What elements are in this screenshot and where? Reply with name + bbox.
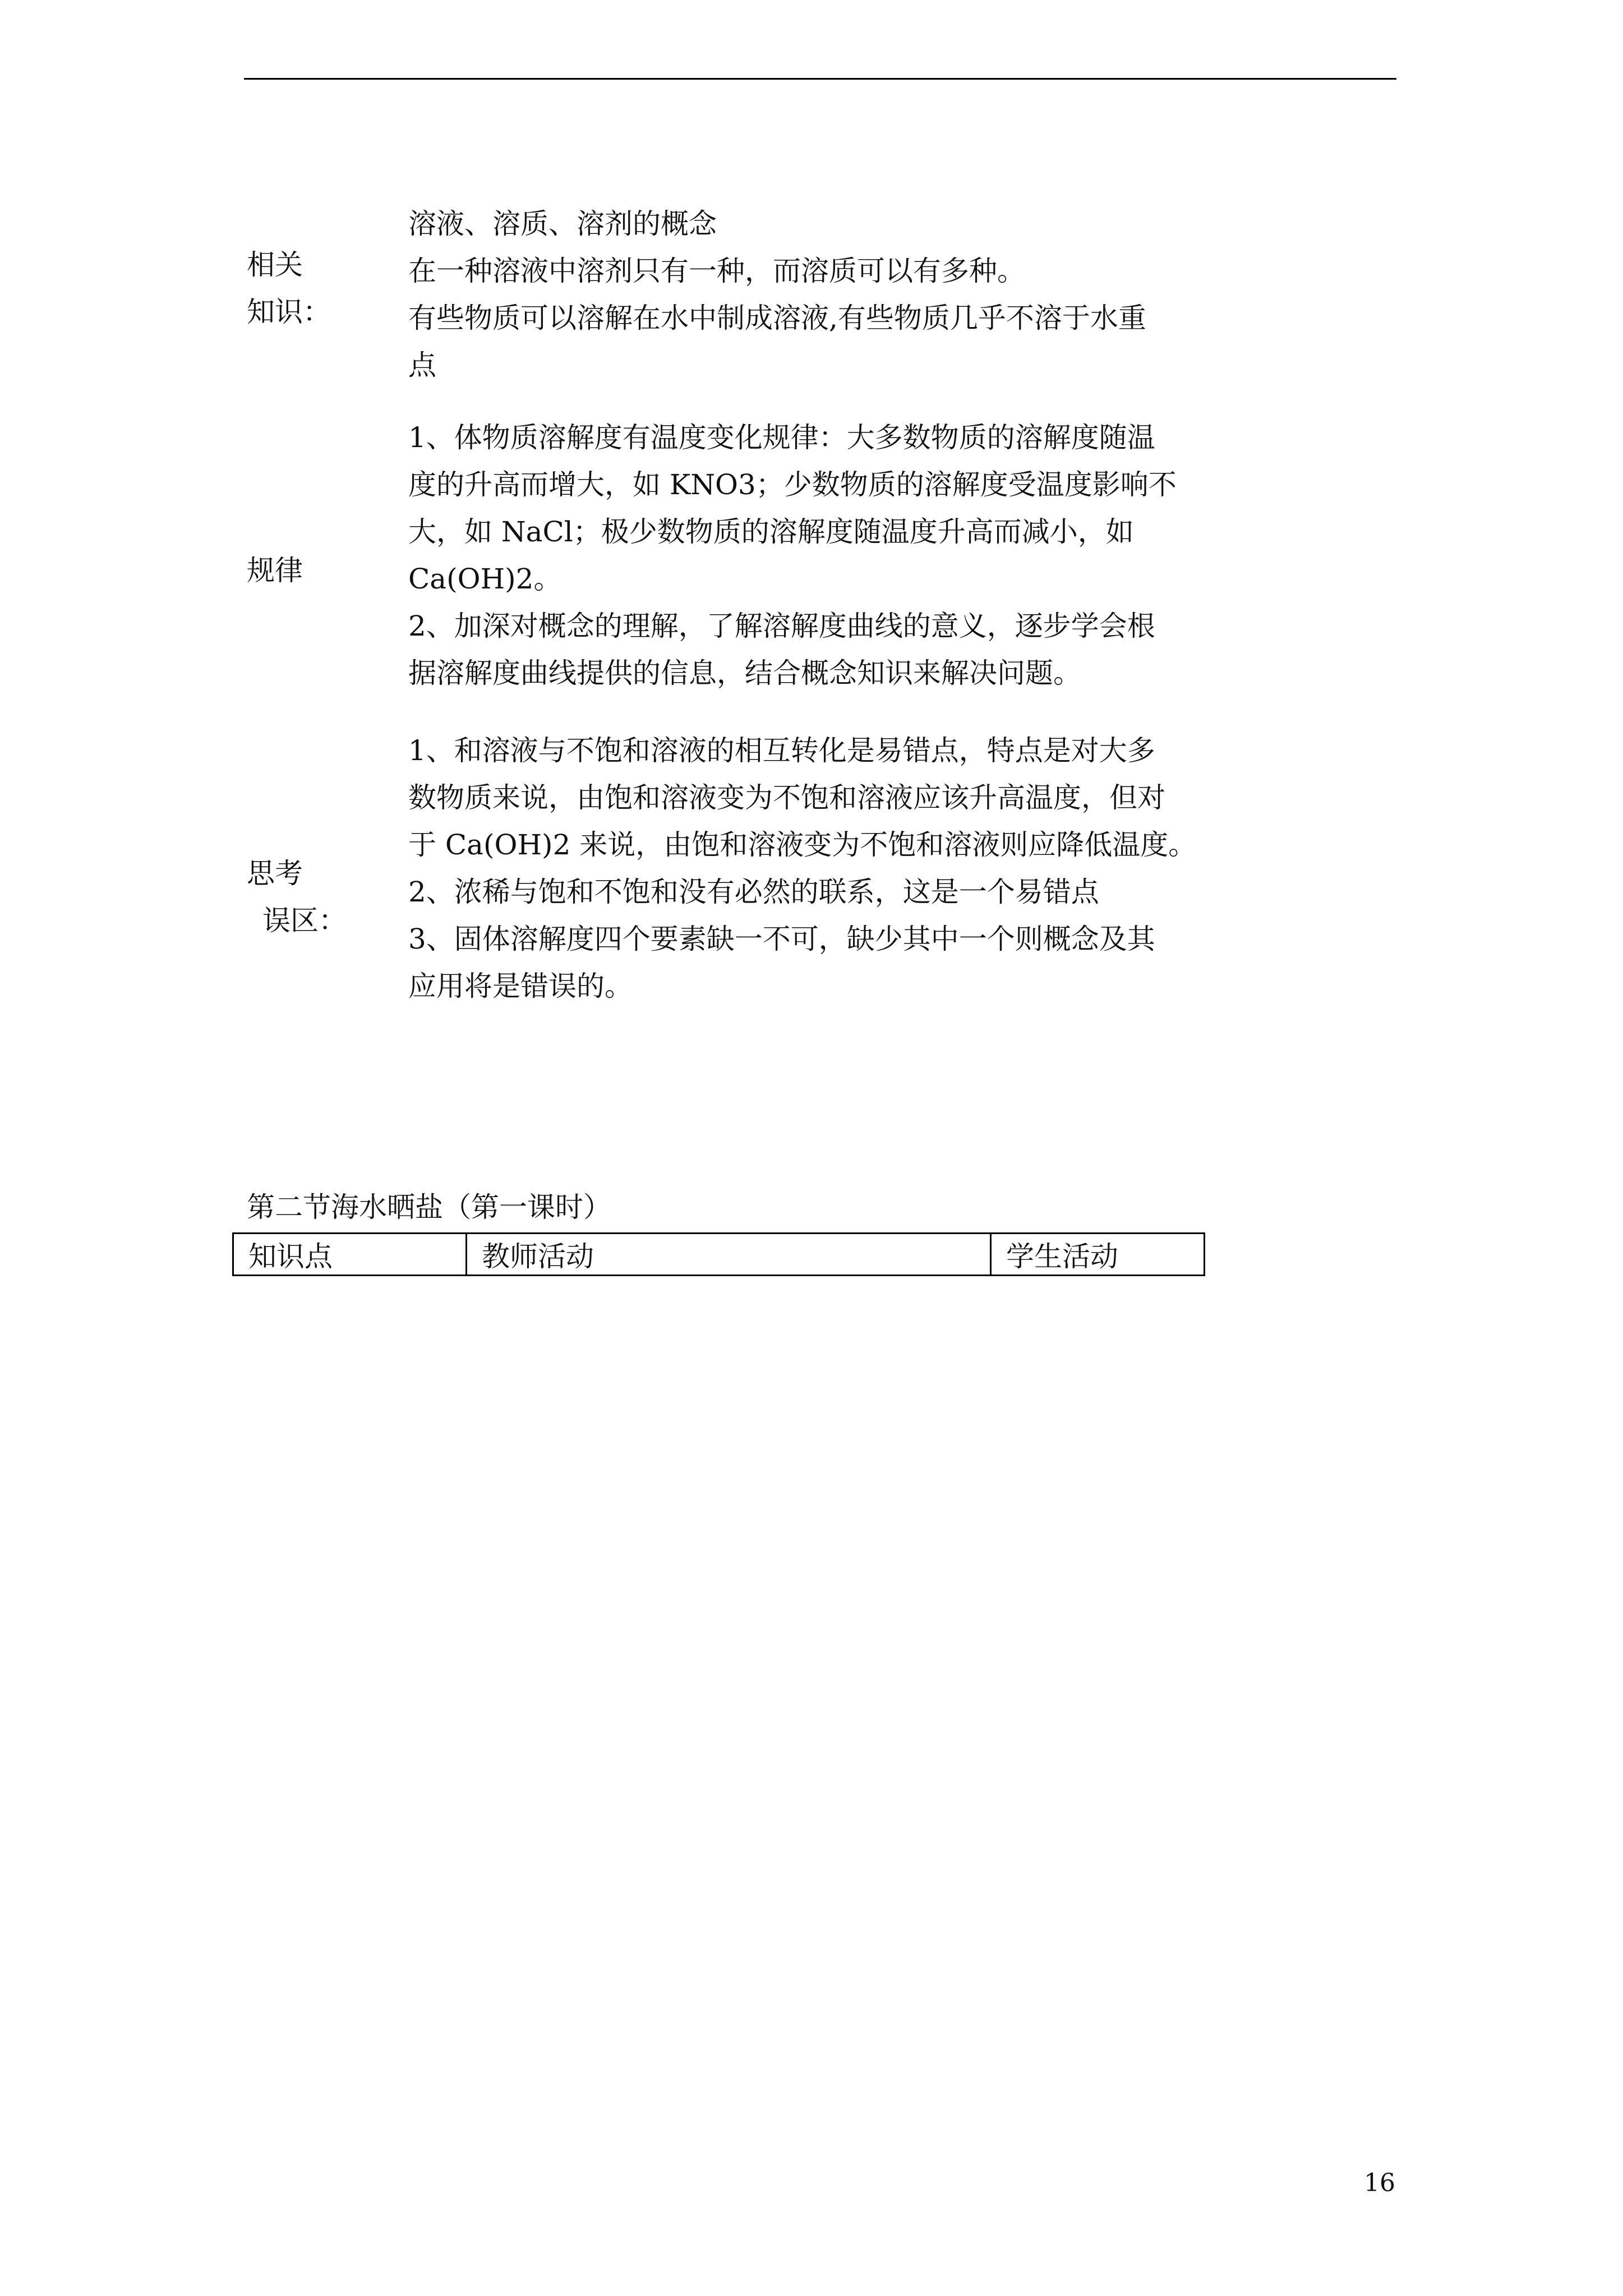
- lesson-table: [232, 1232, 1205, 1276]
- content-line: 据溶解度曲线提供的信息，结合概念知识来解决问题。: [408, 657, 1081, 689]
- table-header-teacher-activity: 教师活动: [467, 1234, 991, 1276]
- content-line: 度的升高而增大，如 KNO3；少数物质的溶解度受温度影响不: [408, 468, 1177, 501]
- content-line: 1、体物质溶解度有温度变化规律：大多数物质的溶解度随温: [408, 421, 1155, 454]
- content-line: 大，如 NaCl；极少数物质的溶解度随温度升高而减小，如: [408, 516, 1134, 548]
- content-line: 于 Ca(OH)2 来说，由饱和溶液变为不饱和溶液则应降低温度。: [408, 829, 1197, 861]
- section-label-misconceptions: [247, 850, 387, 944]
- label-line: 规律: [247, 554, 303, 587]
- section-label-rules: [247, 547, 387, 594]
- header-rule: [244, 78, 1396, 80]
- content-line: 3、固体溶解度四个要素缺一不可，缺少其中一个则概念及其: [408, 923, 1155, 955]
- lesson-title: 第二节海水晒盐（第一课时）: [247, 1191, 611, 1223]
- content-line: 数物质来说，由饱和溶液变为不饱和溶液应该升高温度，但对: [408, 781, 1165, 814]
- table-header-knowledge-point: 知识点: [233, 1234, 467, 1276]
- section-content-related-knowledge: [408, 200, 1193, 389]
- content-line: 2、浓稀与饱和不饱和没有必然的联系，这是一个易错点: [408, 876, 1099, 908]
- content-line: 在一种溶液中溶剂只有一种，而溶质可以有多种。: [408, 255, 1025, 287]
- table-header-student-activity: 学生活动: [991, 1234, 1205, 1276]
- table-row: [233, 1234, 1205, 1276]
- content-line: 溶液、溶质、溶剂的概念: [408, 208, 717, 240]
- content-line: 有些物质可以溶解在水中制成溶液,有些物质几乎不溶于水重: [408, 302, 1146, 334]
- label-line: 相关: [247, 249, 303, 281]
- content-line: 应用将是错误的。: [408, 970, 633, 1002]
- label-line: 知识：: [247, 296, 331, 328]
- content-line: 点: [408, 349, 436, 381]
- content-line: 2、加深对概念的理解，了解溶解度曲线的意义，逐步学会根: [408, 610, 1155, 642]
- content-line: 1、和溶液与不饱和溶液的相互转化是易错点，特点是对大多: [408, 734, 1155, 767]
- content-line: Ca(OH)2。: [408, 563, 562, 595]
- section-content-rules: [408, 414, 1193, 697]
- label-line: 思考: [247, 857, 303, 890]
- section-content-misconceptions: [408, 727, 1197, 1010]
- page-number: 16: [1364, 2169, 1395, 2197]
- label-line: 误区：: [262, 904, 347, 937]
- section-label-related-knowledge: [247, 241, 387, 335]
